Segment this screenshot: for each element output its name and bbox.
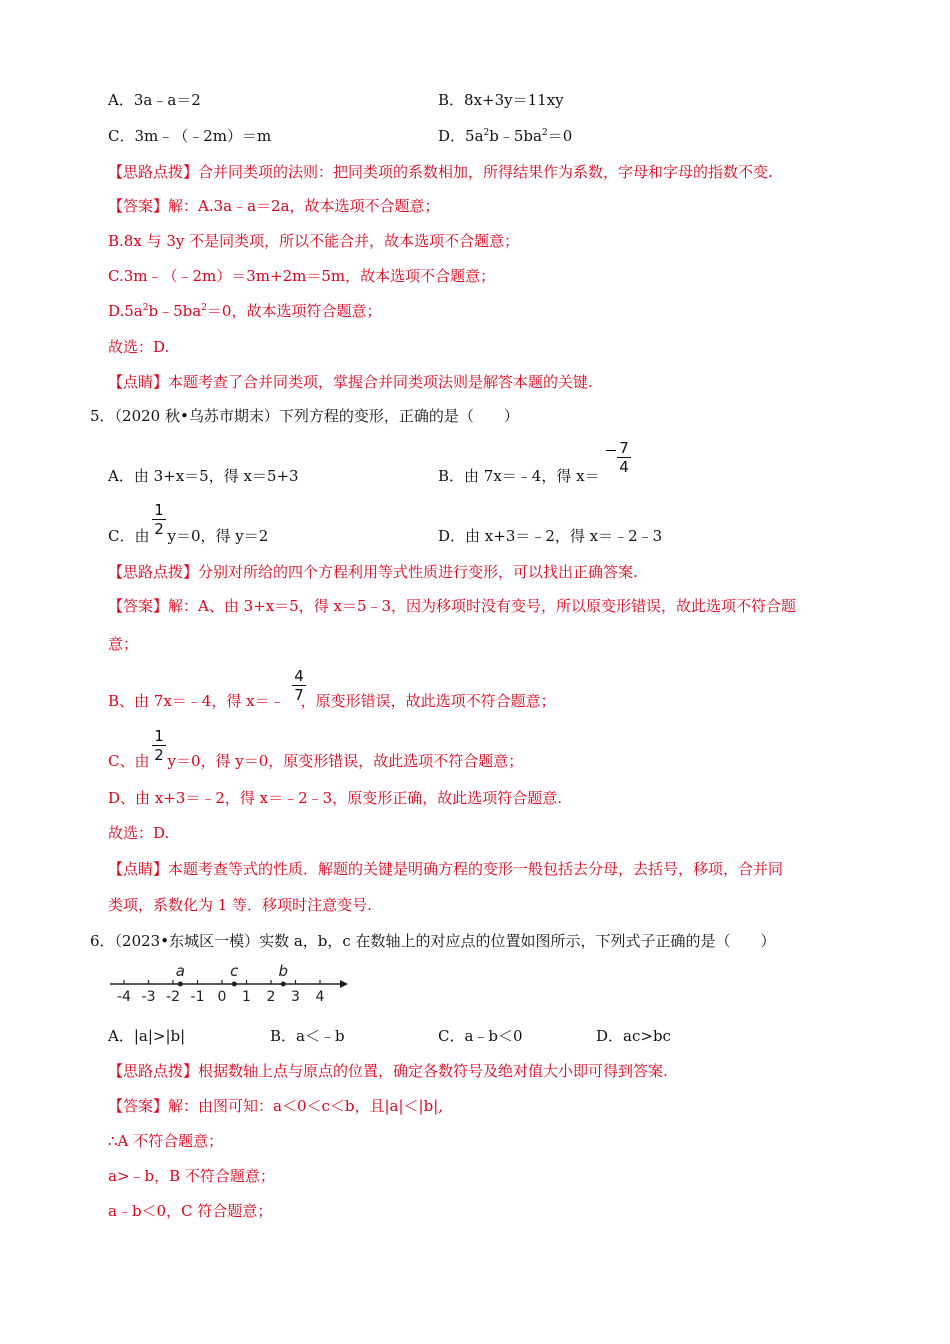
q5-answer-c: C、由 y＝0，得 y＝0，原变形错误，故此选项不符合题意；: [108, 752, 524, 770]
q5-answer-b: B、由 7x＝﹣4，得 x＝﹣ ，原变形错误，故此选项不符合题意；: [108, 692, 556, 710]
q5-choose: 故选：D.: [108, 824, 170, 842]
q5-answer-d: D、由 x+3＝﹣2，得 x＝﹣2﹣3，原变形正确，故此选项符合题意.: [108, 789, 562, 807]
q6-title: 6．（2023•东城区一模）实数 a，b，c 在数轴上的对应点的位置如图所示，下列式子正确的是（ ）: [90, 932, 776, 950]
q4-option-a: A．3a﹣a＝2: [108, 91, 201, 109]
q4-option-d: D．$5a^2b﹣5ba^2=0$: [438, 127, 573, 145]
q5-answer-a-cont: 意；: [108, 635, 139, 653]
q6-answer-3: a>﹣b，B 不符合题意；: [108, 1167, 275, 1185]
q5-option-b-fraction: 7 4: [617, 440, 631, 475]
q5-option-b: B．由 7x＝﹣4，得 x＝: [438, 467, 600, 485]
q4-option-b: B．8x+3y＝11xy: [438, 91, 564, 109]
q5-answer-a: 【答案】解：A、由 3+x＝5，得 x＝5﹣3，因为移项时没有变号，所以原变形错误，故此选项不符合题: [108, 597, 797, 615]
number-line-tick-label: 4: [315, 989, 325, 1005]
number-line-tick-label: 0: [217, 989, 227, 1005]
number-line-tick-label: 2: [266, 989, 276, 1005]
number-line-tick-label: -1: [190, 989, 205, 1005]
q5-answer-c-fraction: 1 2: [152, 728, 166, 763]
q4-answer-b: B.8x 与 3y 不是同类项，所以不能合并，故本选项不合题意；: [108, 232, 520, 250]
q4-answer-d: $D.5a^2b﹣5ba^2=0$，故本选项符合题意；: [108, 302, 382, 320]
q4-option-c: C．3m﹣（﹣2m）＝m: [108, 127, 272, 145]
q6-answer-4: a﹣b＜0，C 符合题意；: [108, 1202, 273, 1220]
q5-comment-1: 【点睛】本题考查等式的性质．解题的关键是明确方程的变形一般包括去分母，去括号，移项，合并同: [108, 860, 784, 878]
q5-option-b-minus: [606, 450, 616, 451]
q6-option-a: A．|a|>|b|: [108, 1027, 186, 1045]
q6-option-c: C．a﹣b＜0: [438, 1027, 523, 1045]
number-line-tick-label: -2: [166, 989, 180, 1005]
q4-comment: 【点睛】本题考查了合并同类项，掌握合并同类项法则是解答本题的关键.: [108, 373, 593, 391]
q5-option-c-fraction: 1 2: [152, 502, 166, 537]
number-line-tick-label: -4: [117, 989, 131, 1005]
number-line-tick-label: -3: [141, 989, 156, 1005]
number-line-figure: [108, 956, 353, 1006]
q4-answer-c: C.3m﹣（﹣2m）＝3m+2m＝5m，故本选项不合题意；: [108, 267, 496, 285]
number-line-tick-label: 1: [242, 989, 251, 1005]
q6-option-b: B．a＜﹣b: [270, 1027, 345, 1045]
number-line-point-label-c: c: [230, 962, 239, 980]
q5-option-c: C．由 y＝0，得 y＝2: [108, 527, 269, 545]
number-line-point-a: [178, 982, 183, 987]
number-line-tick-label: 3: [291, 989, 300, 1005]
number-line-point-b: [281, 982, 286, 987]
number-line-point-label-a: a: [175, 962, 185, 980]
q6-option-d: D．ac>bc: [596, 1027, 671, 1045]
q5-comment-2: 类项，系数化为 1 等．移项时注意变号.: [108, 896, 372, 914]
q5-answer-b-fraction: 4 7: [292, 668, 306, 703]
q5-title: 5．（2020 秋•乌苏市期末）下列方程的变形，正确的是（ ）: [90, 407, 519, 425]
q5-hint: 【思路点拨】分别对所给的四个方程利用等式性质进行变形，可以找出正确答案.: [108, 563, 638, 581]
number-line-arrow: [340, 980, 348, 988]
q6-answer-1: 【答案】解：由图可知：a＜0＜c＜b，且|a|＜|b|,: [108, 1097, 444, 1115]
number-line-point-c: [232, 982, 237, 987]
q5-option-a: A．由 3+x＝5，得 x＝5+3: [108, 467, 299, 485]
q4-answer-a: 【答案】解：A.3a﹣a＝2a，故本选项不合题意；: [108, 197, 440, 215]
q4-choose: 故选：D.: [108, 338, 170, 356]
q4-hint: 【思路点拨】合并同类项的法则：把同类项的系数相加，所得结果作为系数，字母和字母的指数不变.: [108, 163, 773, 181]
q5-option-d: D．由 x+3＝﹣2，得 x＝﹣2﹣3: [438, 527, 663, 545]
q6-answer-2: ∴A 不符合题意；: [108, 1132, 224, 1150]
number-line-point-label-b: b: [278, 962, 289, 980]
q6-hint: 【思路点拨】根据数轴上点与原点的位置，确定各数符号及绝对值大小即可得到答案.: [108, 1062, 668, 1080]
